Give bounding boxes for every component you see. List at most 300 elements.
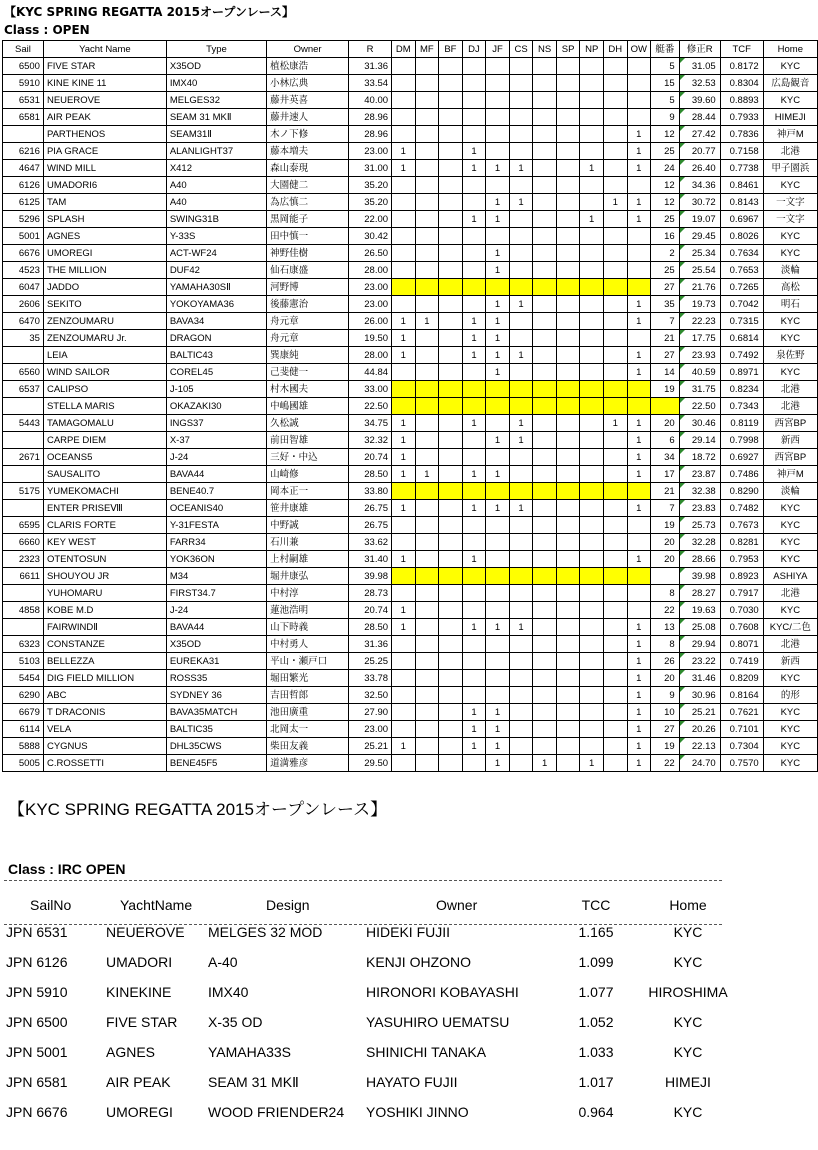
cell-yacht-name: SAUSALITO	[43, 466, 166, 483]
cell-ns	[533, 415, 557, 432]
cell-tcf: 0.7304	[720, 738, 763, 755]
cell-ow: 1	[627, 755, 651, 772]
cell-r: 26.50	[349, 245, 392, 262]
cell-np	[580, 228, 604, 245]
cell-bf	[439, 381, 463, 398]
cell-hull-no: 25	[651, 211, 680, 228]
cell-mf	[415, 194, 439, 211]
cell-yacht-name: SPLASH	[43, 211, 166, 228]
cell-dj	[462, 687, 486, 704]
cell-jf	[486, 228, 510, 245]
cell-dj	[462, 636, 486, 653]
table-row	[3, 347, 818, 364]
cell-sp	[556, 517, 580, 534]
cell-sp	[556, 177, 580, 194]
cell-dm	[392, 534, 416, 551]
cell-corrected-r: 34.36	[679, 177, 720, 194]
table-row	[4, 947, 744, 977]
cell-dh	[603, 143, 627, 160]
cell-owner: 久松誠	[267, 415, 349, 432]
cell-np	[580, 653, 604, 670]
cell-type: IMX40	[166, 75, 266, 92]
irc-cell-owner: SHINICHI TANAKA	[366, 1044, 487, 1060]
cell-hull-no: 24	[651, 160, 680, 177]
table-row	[3, 92, 818, 109]
cell-type: ROSS35	[166, 670, 266, 687]
irc-cell-home: KYC	[673, 924, 703, 940]
cell-dh	[603, 636, 627, 653]
cell-dh	[603, 432, 627, 449]
cell-corrected-r: 22.13	[679, 738, 720, 755]
cell-ow	[627, 602, 651, 619]
cell-dh	[603, 738, 627, 755]
cell-owner: 河野博	[267, 279, 349, 296]
cell-r: 31.36	[349, 636, 392, 653]
cell-hull-no: 22	[651, 755, 680, 772]
cell-dj	[462, 585, 486, 602]
cell-sp	[556, 126, 580, 143]
cell-dh	[603, 262, 627, 279]
col-header-tcf: TCF	[720, 41, 763, 58]
cell-jf	[486, 602, 510, 619]
cell-dj	[462, 755, 486, 772]
cell-hull-no: 17	[651, 466, 680, 483]
cell-ow	[627, 75, 651, 92]
cell-dh	[603, 160, 627, 177]
cell-mf	[415, 296, 439, 313]
cell-sail: 5103	[3, 653, 44, 670]
col-header-ns: NS	[533, 41, 557, 58]
cell-dj	[462, 449, 486, 466]
cell-yacht-name: CALIPSO	[43, 381, 166, 398]
irc-cell-sail-no: JPN 5001	[6, 1044, 68, 1060]
cell-home: KYC	[763, 721, 817, 738]
cell-dh	[603, 602, 627, 619]
table-row	[3, 194, 818, 211]
cell-bf	[439, 245, 463, 262]
cell-np	[580, 347, 604, 364]
cell-r: 31.00	[349, 160, 392, 177]
cell-yacht-name: AGNES	[43, 228, 166, 245]
cell-jf: 1	[486, 721, 510, 738]
cell-jf: 1	[486, 432, 510, 449]
cell-owner: 為広慎二	[267, 194, 349, 211]
comment-marker-icon	[680, 75, 685, 80]
cell-hull-no: 14	[651, 364, 680, 381]
cell-type: OCEANIS40	[166, 500, 266, 517]
cell-dm	[392, 381, 416, 398]
cell-jf	[486, 92, 510, 109]
cell-np	[580, 109, 604, 126]
cell-owner: 中村淳	[267, 585, 349, 602]
comment-marker-icon	[680, 194, 685, 199]
cell-dm	[392, 755, 416, 772]
cell-yacht-name: UMADORI6	[43, 177, 166, 194]
cell-hull-no: 8	[651, 636, 680, 653]
cell-sp	[556, 534, 580, 551]
cell-sail: 5443	[3, 415, 44, 432]
cell-tcf: 0.7953	[720, 551, 763, 568]
irc-cell-design: X-35 OD	[208, 1014, 263, 1030]
cell-owner: 吉田哲郎	[267, 687, 349, 704]
cell-sail	[3, 347, 44, 364]
cell-cs	[509, 75, 533, 92]
comment-marker-icon	[680, 636, 685, 641]
cell-r: 33.54	[349, 75, 392, 92]
cell-hull-no: 15	[651, 75, 680, 92]
cell-ow: 1	[627, 738, 651, 755]
cell-np	[580, 636, 604, 653]
cell-yacht-name: BELLEZZA	[43, 653, 166, 670]
cell-bf	[439, 58, 463, 75]
irc-cell-owner: HIDEKI FUJII	[366, 924, 451, 940]
cell-sp	[556, 466, 580, 483]
cell-cs	[509, 704, 533, 721]
cell-mf	[415, 670, 439, 687]
cell-ow	[627, 381, 651, 398]
cell-type: J-24	[166, 449, 266, 466]
cell-dm	[392, 296, 416, 313]
cell-ow: 1	[627, 143, 651, 160]
cell-cs	[509, 568, 533, 585]
cell-ow: 1	[627, 211, 651, 228]
cell-dm	[392, 687, 416, 704]
cell-dh	[603, 347, 627, 364]
cell-yacht-name: T DRACONIS	[43, 704, 166, 721]
cell-hull-no: 27	[651, 721, 680, 738]
cell-sail: 6047	[3, 279, 44, 296]
cell-corrected-r: 19.07	[679, 211, 720, 228]
cell-np	[580, 75, 604, 92]
cell-home: KYC	[763, 602, 817, 619]
cell-cs	[509, 636, 533, 653]
cell-sp	[556, 381, 580, 398]
cell-ow: 1	[627, 653, 651, 670]
cell-r: 23.00	[349, 279, 392, 296]
cell-dm	[392, 279, 416, 296]
cell-corrected-r: 20.77	[679, 143, 720, 160]
cell-yacht-name: THE MILLION	[43, 262, 166, 279]
cell-type: YOKOYAMA36	[166, 296, 266, 313]
cell-sp	[556, 347, 580, 364]
cell-corrected-r: 29.14	[679, 432, 720, 449]
cell-type: Y-31FESTA	[166, 517, 266, 534]
cell-ow	[627, 262, 651, 279]
cell-hull-no: 27	[651, 347, 680, 364]
comment-marker-icon	[680, 364, 685, 369]
cell-bf	[439, 755, 463, 772]
cell-yacht-name: UMOREGI	[43, 245, 166, 262]
cell-r: 33.78	[349, 670, 392, 687]
cell-bf	[439, 296, 463, 313]
comment-marker-icon	[680, 398, 685, 403]
cell-home: KYC	[763, 500, 817, 517]
cell-owner: 石川兼	[267, 534, 349, 551]
irc-cell-tcc: 0.964	[578, 1104, 614, 1120]
table-row	[3, 517, 818, 534]
cell-type: BAVA44	[166, 466, 266, 483]
cell-type: A40	[166, 194, 266, 211]
cell-bf	[439, 687, 463, 704]
cell-ow	[627, 517, 651, 534]
cell-r: 30.42	[349, 228, 392, 245]
cell-owner: 笹井康雄	[267, 500, 349, 517]
cell-type: A40	[166, 177, 266, 194]
cell-np	[580, 364, 604, 381]
table-row	[4, 1097, 744, 1127]
comment-marker-icon	[680, 670, 685, 675]
irc-header-sail-no: SailNo	[30, 897, 72, 913]
cell-sail: 6500	[3, 58, 44, 75]
cell-home: 的形	[763, 687, 817, 704]
table-row	[3, 313, 818, 330]
cell-hull-no: 27	[651, 279, 680, 296]
cell-dm: 1	[392, 160, 416, 177]
cell-r: 31.40	[349, 551, 392, 568]
comment-marker-icon	[680, 585, 685, 590]
cell-home: KYC	[763, 738, 817, 755]
irc-header-home: Home	[669, 897, 707, 913]
cell-bf	[439, 653, 463, 670]
cell-jf: 1	[486, 500, 510, 517]
cell-dm: 1	[392, 449, 416, 466]
cell-home: KYC	[763, 313, 817, 330]
cell-type: BAVA35MATCH	[166, 704, 266, 721]
cell-ow: 1	[627, 551, 651, 568]
col-header-dm: DM	[392, 41, 416, 58]
cell-dj	[462, 58, 486, 75]
irc-cell-tcc: 1.052	[578, 1014, 614, 1030]
table-row	[4, 1067, 744, 1097]
comment-marker-icon	[680, 687, 685, 692]
cell-r: 19.50	[349, 330, 392, 347]
table-row	[3, 262, 818, 279]
cell-ns	[533, 619, 557, 636]
cell-dj	[462, 245, 486, 262]
cell-owner: 田中慎一	[267, 228, 349, 245]
cell-ns	[533, 313, 557, 330]
cell-dm: 1	[392, 602, 416, 619]
cell-sp	[556, 670, 580, 687]
cell-sail	[3, 466, 44, 483]
cell-type: INGS37	[166, 415, 266, 432]
cell-dh	[603, 330, 627, 347]
cell-ow	[627, 398, 651, 415]
cell-owner: 北岡太一	[267, 721, 349, 738]
cell-mf	[415, 432, 439, 449]
cell-jf	[486, 517, 510, 534]
cell-dm	[392, 568, 416, 585]
cell-sail: 5296	[3, 211, 44, 228]
cell-corrected-r: 29.45	[679, 228, 720, 245]
cell-sp	[556, 160, 580, 177]
cell-ns	[533, 381, 557, 398]
cell-ow: 1	[627, 636, 651, 653]
col-header-sp: SP	[556, 41, 580, 58]
cell-jf: 1	[486, 755, 510, 772]
cell-type: BAVA44	[166, 619, 266, 636]
cell-r: 33.00	[349, 381, 392, 398]
cell-sp	[556, 704, 580, 721]
cell-sail	[3, 619, 44, 636]
cell-corrected-r: 17.75	[679, 330, 720, 347]
cell-type: X35OD	[166, 58, 266, 75]
cell-home: KYC	[763, 228, 817, 245]
irc-cell-design: A-40	[208, 954, 238, 970]
cell-ow: 1	[627, 432, 651, 449]
cell-sail: 5454	[3, 670, 44, 687]
irc-cell-sail-no: JPN 6676	[6, 1104, 68, 1120]
cell-hull-no: 35	[651, 296, 680, 313]
cell-ns	[533, 568, 557, 585]
table-row	[3, 381, 818, 398]
cell-dh	[603, 687, 627, 704]
comment-marker-icon	[680, 330, 685, 335]
table-row	[3, 721, 818, 738]
cell-r: 32.50	[349, 687, 392, 704]
cell-ns	[533, 704, 557, 721]
cell-cs	[509, 211, 533, 228]
cell-type: OKAZAKI30	[166, 398, 266, 415]
cell-tcf: 0.8461	[720, 177, 763, 194]
comment-marker-icon	[680, 279, 685, 284]
cell-cs	[509, 109, 533, 126]
cell-mf	[415, 721, 439, 738]
cell-yacht-name: CARPE DIEM	[43, 432, 166, 449]
comment-marker-icon	[680, 551, 685, 556]
comment-marker-icon	[680, 432, 685, 437]
cell-dj	[462, 534, 486, 551]
cell-sail: 5888	[3, 738, 44, 755]
cell-owner: 植松康浩	[267, 58, 349, 75]
cell-type: DUF42	[166, 262, 266, 279]
cell-hull-no	[651, 398, 680, 415]
cell-sp	[556, 687, 580, 704]
cell-dh	[603, 58, 627, 75]
cell-sp	[556, 313, 580, 330]
cell-mf	[415, 126, 439, 143]
cell-ns	[533, 466, 557, 483]
irc-cell-tcc: 1.017	[578, 1074, 614, 1090]
cell-yacht-name: KINE KINE 11	[43, 75, 166, 92]
cell-jf: 1	[486, 619, 510, 636]
cell-dj	[462, 517, 486, 534]
cell-home: ASHIYA	[763, 568, 817, 585]
cell-mf	[415, 449, 439, 466]
cell-hull-no: 5	[651, 58, 680, 75]
cell-home: 神戸M	[763, 126, 817, 143]
irc-header-design: Design	[266, 897, 310, 913]
cell-sail: 2323	[3, 551, 44, 568]
cell-owner: 己斐健一	[267, 364, 349, 381]
cell-sail: 6290	[3, 687, 44, 704]
cell-yacht-name: KEY WEST	[43, 534, 166, 551]
cell-np	[580, 92, 604, 109]
cell-tcf: 0.8234	[720, 381, 763, 398]
comment-marker-icon	[680, 177, 685, 182]
cell-bf	[439, 415, 463, 432]
cell-r: 25.21	[349, 738, 392, 755]
cell-dh	[603, 517, 627, 534]
cell-mf	[415, 143, 439, 160]
cell-yacht-name: SEKITO	[43, 296, 166, 313]
cell-type: SYDNEY 36	[166, 687, 266, 704]
cell-cs: 1	[509, 415, 533, 432]
cell-cs: 1	[509, 500, 533, 517]
cell-dh	[603, 653, 627, 670]
cell-dh	[603, 211, 627, 228]
cell-corrected-r: 23.93	[679, 347, 720, 364]
cell-owner: 舟元章	[267, 330, 349, 347]
irc-cell-design: SEAM 31 MKⅡ	[208, 1073, 299, 1090]
col-header-ow: OW	[627, 41, 651, 58]
cell-mf	[415, 262, 439, 279]
cell-yacht-name: TAMAGOMALU	[43, 415, 166, 432]
cell-mf	[415, 653, 439, 670]
col-header-r: R	[349, 41, 392, 58]
cell-sail	[3, 398, 44, 415]
cell-ns	[533, 75, 557, 92]
cell-ns	[533, 245, 557, 262]
cell-ns	[533, 160, 557, 177]
cell-dh	[603, 296, 627, 313]
cell-jf: 1	[486, 245, 510, 262]
cell-sp	[556, 228, 580, 245]
cell-tcf: 0.7101	[720, 721, 763, 738]
cell-ns	[533, 364, 557, 381]
cell-type: COREL45	[166, 364, 266, 381]
cell-dm	[392, 721, 416, 738]
cell-yacht-name: WIND SAILOR	[43, 364, 166, 381]
cell-cs	[509, 381, 533, 398]
cell-np	[580, 449, 604, 466]
cell-np	[580, 398, 604, 415]
cell-dj: 1	[462, 211, 486, 228]
cell-cs	[509, 466, 533, 483]
cell-cs	[509, 721, 533, 738]
cell-home: 新西	[763, 432, 817, 449]
cell-ns	[533, 653, 557, 670]
cell-home: 北港	[763, 381, 817, 398]
cell-jf: 1	[486, 262, 510, 279]
cell-tcf: 0.7486	[720, 466, 763, 483]
cell-tcf: 0.7482	[720, 500, 763, 517]
cell-sp	[556, 245, 580, 262]
cell-owner: 堀井康弘	[267, 568, 349, 585]
cell-sp	[556, 619, 580, 636]
irc-cell-home: KYC	[673, 1104, 703, 1120]
cell-mf	[415, 58, 439, 75]
comment-marker-icon	[680, 245, 685, 250]
cell-np: 1	[580, 160, 604, 177]
cell-hull-no: 19	[651, 517, 680, 534]
cell-np	[580, 466, 604, 483]
cell-owner: 前田智雄	[267, 432, 349, 449]
cell-home: KYC	[763, 177, 817, 194]
cell-dj: 1	[462, 160, 486, 177]
cell-yacht-name: C.ROSSETTI	[43, 755, 166, 772]
cell-owner: 山崎修	[267, 466, 349, 483]
cell-ow	[627, 228, 651, 245]
irc-cell-home: HIROSHIMA	[648, 984, 728, 1000]
cell-hull-no: 26	[651, 653, 680, 670]
cell-dj	[462, 364, 486, 381]
comment-marker-icon	[680, 602, 685, 607]
cell-ow: 1	[627, 415, 651, 432]
cell-corrected-r: 31.46	[679, 670, 720, 687]
cell-np: 1	[580, 211, 604, 228]
table-row	[3, 126, 818, 143]
